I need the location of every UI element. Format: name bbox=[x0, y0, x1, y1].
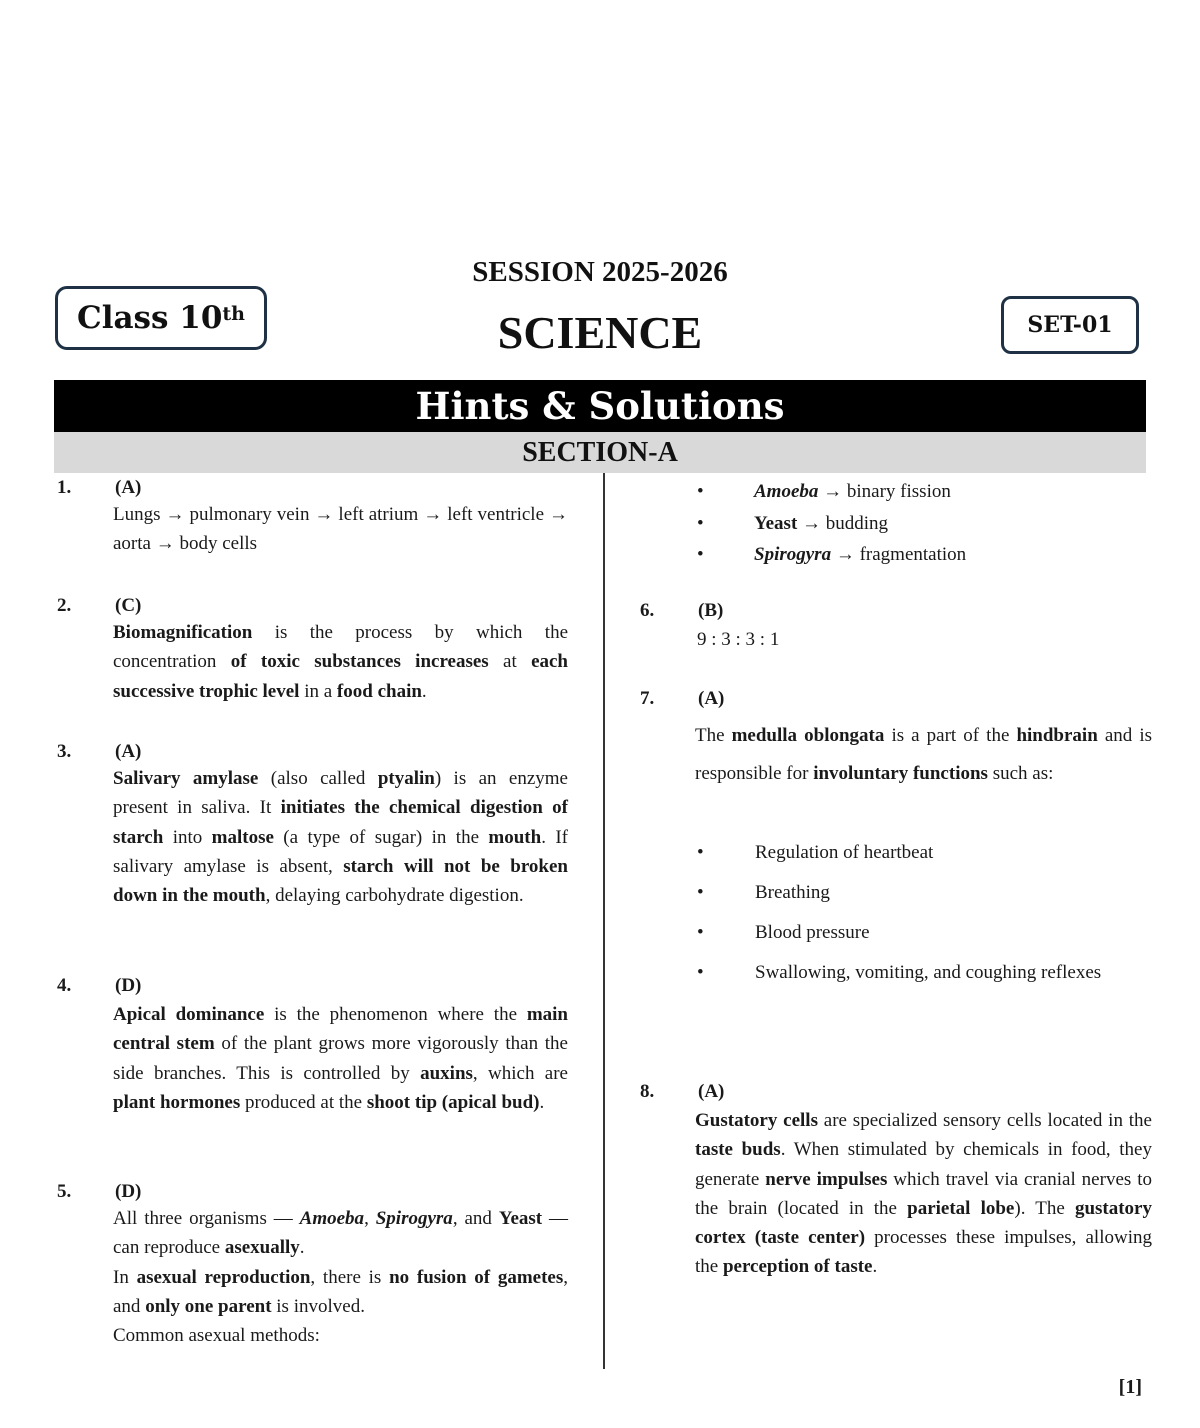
answer-option: (D) bbox=[115, 1181, 142, 1202]
answer-explanation bbox=[113, 764, 568, 910]
bullet-icon: • bbox=[697, 922, 704, 943]
answer-option: (A) bbox=[698, 688, 725, 709]
asexual-methods-list bbox=[697, 476, 1157, 571]
column-divider bbox=[603, 473, 605, 1369]
explanation-text: 9 : 3 : 3 : 1 bbox=[697, 629, 780, 650]
question-number: 8. bbox=[640, 1081, 655, 1102]
answer-option: (A) bbox=[115, 741, 142, 762]
answer-option: (C) bbox=[115, 595, 142, 616]
explanation-text: Gustatory cells are specialized sensory cells located in the taste buds. When stimulated by chemicals in food, they generate nerve impulses which travel via cranial nerves to the brain (located in the parietal lobe). The gustatory cortex (taste center) processes these impulses, allowing the perception of taste. bbox=[695, 1110, 1153, 1278]
answer-option: (A) bbox=[115, 477, 142, 498]
answer-option: (A) bbox=[698, 1081, 725, 1102]
answer-explanation bbox=[113, 1204, 568, 1350]
bullet-icon: • bbox=[697, 481, 704, 502]
bullet-icon: • bbox=[697, 512, 704, 534]
function-list bbox=[697, 833, 1152, 993]
explanation-text: All three organisms — Amoeba, Spirogyra, and Yeast — can reproduce asexually. bbox=[113, 1208, 569, 1259]
answer-explanation bbox=[695, 1106, 1152, 1282]
answer-explanation bbox=[113, 500, 568, 559]
list-item: • Blood pressure bbox=[697, 913, 1152, 953]
question-number: 3. bbox=[57, 741, 72, 762]
explanation-text: The medulla oblongata is a part of the hindbrain and is responsible for involuntary functions such as: bbox=[695, 725, 1152, 784]
question-number: 2. bbox=[57, 595, 72, 616]
explanation-text: Apical dominance is the phenomenon where the main central stem of the plant grows more vigorously than the side branches. This is controlled by auxins, which are plant hormones produced at the shoot tip (apical bud). bbox=[113, 1004, 569, 1113]
answer-explanation bbox=[695, 717, 1152, 793]
class-badge bbox=[55, 286, 267, 350]
class-label: Class 10 bbox=[77, 300, 223, 336]
class-suffix: th bbox=[222, 303, 245, 325]
bullet-icon: • bbox=[697, 842, 704, 863]
explanation-text: Lungs → pulmonary vein → left atrium → left ventricle → aorta → body cells bbox=[113, 504, 568, 555]
list-item: • Breathing bbox=[697, 873, 1152, 913]
set-badge: SET-01 bbox=[1001, 296, 1139, 354]
explanation-text: Salivary amylase (also called ptyalin) is an enzyme present in saliva. It initiates the chemical digestion of starch into maltose (a type of sugar) in the mouth. If salivary amylase is absent, starch will not be broken down in the mouth, delaying carbohydrate digestion. bbox=[113, 768, 568, 907]
explanation-text: Biomagnification is the process by which the concentration of toxic substances increases at each successive trophic level in a food chain. bbox=[113, 622, 568, 702]
list-item: • Swallowing, vomiting, and coughing reflexes bbox=[697, 953, 1152, 993]
list-item: • Amoeba → binary fission bbox=[697, 476, 1157, 508]
question-number: 7. bbox=[640, 688, 655, 709]
question-number: 4. bbox=[57, 975, 72, 996]
bullet-icon: • bbox=[697, 962, 704, 983]
list-item: • Regulation of heartbeat bbox=[697, 833, 1152, 873]
session-title: SESSION 2025-2026 bbox=[472, 256, 728, 288]
question-number: 5. bbox=[57, 1181, 72, 1202]
answer-explanation bbox=[697, 625, 1152, 654]
page-number: [1] bbox=[1118, 1376, 1142, 1398]
answer-option: (B) bbox=[698, 600, 724, 621]
bullet-icon: • bbox=[697, 882, 704, 903]
section-heading: SECTION-A bbox=[54, 432, 1146, 473]
explanation-text: In asexual reproduction, there is no fusion of gametes, and only one parent is involved. bbox=[113, 1266, 568, 1317]
hints-banner: Hints & Solutions bbox=[54, 380, 1146, 432]
list-item: • Yeast → budding bbox=[697, 508, 1157, 540]
question-number: 6. bbox=[640, 600, 655, 621]
subject-title: SCIENCE bbox=[497, 307, 703, 358]
question-number: 1. bbox=[57, 477, 72, 498]
list-item: • Spirogyra → fragmentation bbox=[697, 539, 1157, 571]
answer-explanation bbox=[113, 618, 568, 706]
answer-explanation bbox=[113, 1000, 568, 1117]
explanation-text: Common asexual methods: bbox=[113, 1325, 320, 1347]
bullet-icon: • bbox=[697, 544, 704, 565]
answer-option: (D) bbox=[115, 975, 142, 996]
